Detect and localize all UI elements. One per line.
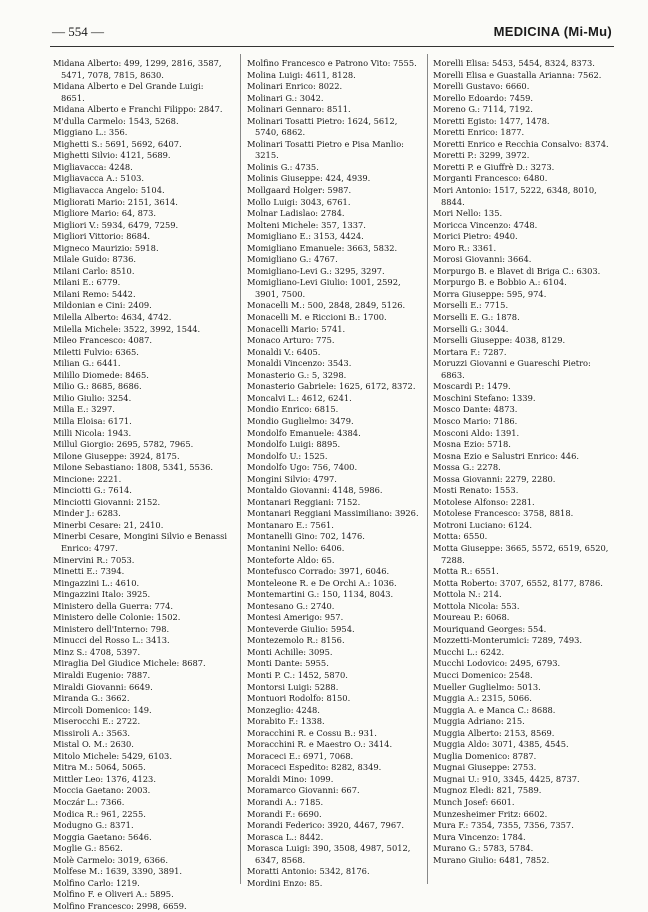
index-entry: Monti P. C.: 1452, 5870. [247, 669, 348, 680]
index-entry: Montaldo Giovanni: 4148, 5986. [247, 485, 383, 496]
index-entry: M'dulla Carmelo: 1543, 5268. [53, 115, 179, 126]
index-entry: Mondolfo Luigi: 8895. [247, 439, 341, 450]
column-divider [240, 54, 241, 884]
index-entry: Minz S.: 4708, 5397. [53, 646, 141, 657]
index-entry: Molinari Tosatti Pietro e Pisa Manlio: 3215. [247, 138, 404, 161]
index-entry: Modugno G.: 8371. [53, 820, 134, 831]
index-entry: Mori Nello: 135. [433, 208, 503, 219]
index-entry: Moncalvi L.: 4612, 6241. [247, 392, 352, 403]
index-entry: Montesano G.: 2740. [247, 600, 335, 611]
index-entry: Moricca Vincenzo: 4748. [433, 219, 538, 230]
index-entry: Momigliano G.: 4767. [247, 254, 338, 265]
index-entry: Morabito F.: 1338. [247, 716, 325, 727]
index-entry: Mittler Leo: 1376, 4123. [53, 773, 156, 784]
index-entry: Minciotti Giovanni: 2152. [53, 496, 161, 507]
index-entry: Midana Alberto e Franchi Filippo: 2847. [53, 104, 223, 115]
index-entry: Monacelli M.: 500, 2848, 2849, 5126. [247, 300, 406, 311]
index-entry: Mitra M.: 5064, 5065. [53, 762, 146, 773]
index-entry: Moretti P.: 3299, 3972. [433, 150, 530, 161]
index-entry: Monteverde Giulio: 5954. [247, 623, 355, 634]
index-entry: Morello Edoardo: 7459. [433, 92, 534, 103]
index-entry: Montuori Rodolfo: 8150. [247, 693, 351, 704]
index-entry: Munzesheimer Fritz: 6602. [433, 808, 548, 819]
index-entry: Moschini Stefano: 1339. [433, 392, 536, 403]
index-entry: Monaldi Vincenzo: 3543. [247, 358, 352, 369]
index-entry: Midana Alberto e Del Grande Luigi: 8651. [53, 81, 204, 103]
index-entry: Monzeglio: 4248. [247, 704, 320, 715]
index-entry: Mondolfo U.: 1525. [247, 450, 328, 461]
index-entry: Mucci Domenico: 2548. [433, 669, 533, 680]
index-entry: Milla E.: 3297. [53, 404, 115, 415]
index-entry: Monasterio G.: 5, 3298. [247, 369, 347, 380]
index-entry: Morelli Gustavo: 6660. [433, 81, 530, 92]
index-entry: Monaldi V.: 6405. [247, 346, 321, 357]
index-column-3 [433, 58, 609, 866]
index-entry: Milli Nicola: 1943. [53, 427, 132, 438]
index-entry: Motroni Luciano: 6124. [433, 519, 533, 530]
index-entry: Moraceci E.: 6971, 7068. [247, 750, 354, 761]
index-entry: Mugnoz Eledi: 821, 7589. [433, 785, 542, 796]
index-entry: Milale Guido: 8736. [53, 254, 137, 265]
index-entry: Motolese Francesco: 3758, 8818. [433, 508, 574, 519]
index-entry: Momigliano-Levi Giulio: 1001, 2592, 3901, 7500. [247, 277, 401, 299]
index-entry: Migliavacca A.: 5103. [53, 173, 145, 184]
index-entry: Morselli E. G.: 1878. [433, 312, 520, 323]
index-entry: Migliavacca: 4248. [53, 161, 133, 172]
index-entry: Morganti Francesco: 6480. [433, 173, 548, 184]
index-entry: Miranda G.: 3662. [53, 693, 130, 704]
index-entry: Molfino Carlo: 1219. [53, 877, 140, 888]
index-entry: Montefusco Corrado: 3971, 6046. [247, 566, 390, 577]
index-entry: Miggiano L.: 356. [53, 127, 128, 138]
index-entry: Mollo Luigi: 3043, 6761. [247, 196, 351, 207]
index-entry: Moccia Gaetano: 2003. [53, 785, 151, 796]
index-entry: Mighetti Silvio: 4121, 5689. [53, 150, 171, 161]
index-entry: Montezemolo R.: 8156. [247, 635, 345, 646]
index-entry: Milla Eloisa: 6171. [53, 415, 132, 426]
index-entry: Migliavacca Angelo: 5104. [53, 185, 165, 196]
index-entry: Minervini R.: 7053. [53, 554, 135, 565]
index-entry: Milone Giuseppe: 3924, 8175. [53, 450, 180, 461]
index-entry: Miserocchi E.: 2722. [53, 716, 141, 727]
index-entry: Moramarco Giovanni: 667. [247, 785, 360, 796]
index-entry: Mosti Renato: 1553. [433, 485, 519, 496]
index-entry: Minciotti G.: 7614. [53, 485, 132, 496]
index-entry: Millul Giorgio: 2695, 5782, 7965. [53, 439, 194, 450]
index-entry: Morselli E.: 7715. [433, 300, 509, 311]
index-entry: Moraldi Mino: 1099. [247, 773, 334, 784]
index-entry: Monti Achille: 3095. [247, 646, 333, 657]
section-title: MEDICINA (Mi-Mu) [493, 24, 612, 39]
index-entry: Ministero della Guerra: 774. [53, 600, 174, 611]
index-entry: Migliori Vittorio: 8684. [53, 231, 150, 242]
index-entry: Migliori V.: 5934, 6479, 7259. [53, 219, 179, 230]
index-entry: Monacelli M. e Riccioni B.: 1700. [247, 312, 387, 323]
index-entry: Montanari Reggiani Massimiliano: 3926. [247, 508, 419, 519]
index-entry: Montanini Nello: 6406. [247, 542, 345, 553]
index-entry: Morselli G.: 3044. [433, 323, 509, 334]
index-entry: Moretti P. e Giuffrè D.: 3273. [433, 161, 555, 172]
index-entry: Molfino Francesco: 2998, 6659. [53, 900, 187, 911]
index-entry: Motta Roberto: 3707, 6552, 8177, 8786. [433, 577, 603, 588]
index-entry: Moreno G.: 7114, 7192. [433, 104, 533, 115]
index-entry: Mircoli Domenico: 149. [53, 704, 152, 715]
index-entry: Morosi Giovanni: 3664. [433, 254, 532, 265]
index-entry: Midana Alberto: 499, 1299, 2816, 3587, 5471, 7078, 7815, 8630. [53, 58, 222, 80]
index-entry: Motta: 6550. [433, 531, 488, 542]
index-entry: Morelli Elisa e Guastalla Arianna: 7562. [433, 69, 602, 80]
index-entry: Mighetti S.: 5691, 5692, 6407. [53, 138, 182, 149]
index-entry: Mura F.: 7354, 7355, 7356, 7357. [433, 820, 574, 831]
index-entry: Montanaro E.: 7561. [247, 519, 334, 530]
index-entry: Moglie G.: 8562. [53, 843, 123, 854]
index-entry: Morpurgo B. e Blavet di Briga C.: 6303. [433, 265, 601, 276]
index-entry: Mottola N.: 214. [433, 589, 502, 600]
index-entry: Mosco Mario: 7186. [433, 415, 518, 426]
index-entry: Molè Carmelo: 3019, 6366. [53, 854, 168, 865]
index-entry: Morandi F.: 6690. [247, 808, 322, 819]
index-entry: Mildonian e Cini: 2409. [53, 300, 152, 311]
index-entry: Muggia Aldo: 3071, 4385, 4545. [433, 739, 569, 750]
index-entry: Mordini Enzo: 85. [247, 877, 323, 888]
index-entry: Morandi A.: 7185. [247, 797, 324, 807]
index-entry: Milio Giulio: 3254. [53, 392, 132, 403]
index-entry: Montemartini G.: 150, 1134, 8043. [247, 589, 394, 600]
index-entry: Moretti Enrico: 1877. [433, 127, 525, 138]
index-entry: Moratti Antonio: 5342, 8176. [247, 866, 370, 877]
index-entry: Molinari Tosatti Pietro: 1624, 5612, 5740, 6862. [247, 115, 398, 138]
index-entry: Monti Dante: 5955. [247, 658, 329, 669]
index-entry: Moscardi P.: 1479. [433, 381, 511, 392]
index-entry: Mura Vincenzo: 1784. [433, 831, 526, 842]
index-column-2 [247, 58, 423, 889]
index-entry: Mosna Ezio e Salustri Enrico: 446. [433, 450, 579, 461]
index-entry: Minder J.: 6283. [53, 508, 121, 519]
index-entry: Monaco Arturo: 775. [247, 335, 335, 346]
index-entry: Minerbi Cesare: 21, 2410. [53, 519, 164, 530]
index-entry: Molnar Ladislao: 2784. [247, 208, 345, 219]
column-divider [427, 54, 428, 884]
index-entry: Molinari Enrico: 8022. [247, 81, 343, 92]
index-entry: Milillo Diomede: 8465. [53, 369, 149, 380]
index-entry: Mistal O. M.: 2630. [53, 739, 134, 750]
index-entry: Monacelli Mario: 5741. [247, 323, 346, 334]
index-entry: Muggia A. e Manca C.: 8688. [433, 704, 556, 715]
index-entry: Morelli Elisa: 5453, 5454, 8324, 8373. [433, 58, 595, 68]
index-entry: Mondio Guglielmo: 3479. [247, 415, 354, 426]
index-entry: Murano Giulio: 6481, 7852. [433, 854, 550, 865]
index-entry: Muglia Domenico: 8787. [433, 750, 537, 761]
index-entry: Montanelli Gino: 702, 1476. [247, 531, 365, 542]
index-entry: Monteforte Aldo: 65. [247, 554, 335, 565]
index-entry: Mori Antonio: 1517, 5222, 6348, 8010, 8844. [433, 185, 597, 207]
index-entry: Mondolfo Ugo: 756, 7400. [247, 462, 358, 473]
index-entry: Molinis Giuseppe: 424, 4939. [247, 173, 371, 184]
index-entry: Moggia Gaetano: 5646. [53, 831, 152, 842]
index-entry: Mossa Giovanni: 2279, 2280. [433, 473, 556, 484]
index-entry: Minerbi Cesare, Mongini Silvio e Benassi Enrico: 4797. [53, 531, 227, 553]
index-entry: Motta Giuseppe: 3665, 5572, 6519, 6520, 7288. [433, 542, 609, 565]
index-entry: Mugnai U.: 910, 3345, 4425, 8737. [433, 773, 580, 784]
index-entry: Morselli Giuseppe: 4038, 8129. [433, 335, 566, 346]
index-entry: Mosco Dante: 4873. [433, 404, 518, 415]
index-entry: Motta R.: 6551. [433, 566, 499, 577]
index-entry: Moruzzi Giovanni e Guareschi Pietro: 6863. [433, 358, 591, 380]
index-entry: Mosconi Aldo: 1391. [433, 427, 520, 438]
index-entry: Mileo Francesco: 4087. [53, 335, 152, 346]
index-entry: Milani E.: 6779. [53, 277, 121, 288]
index-entry: Motolese Alfonso: 2281. [433, 496, 535, 507]
index-entry: Molfese M.: 1639, 3390, 3891. [53, 866, 183, 877]
page-number: — 554 — [52, 24, 104, 39]
index-entry: Momigliano E.: 3153, 4424. [247, 231, 364, 242]
index-entry: Muggia Alberto: 2153, 8569. [433, 727, 555, 738]
index-entry: Mueller Guglielmo: 5013. [433, 681, 541, 692]
index-entry: Milella Michele: 3522, 3992, 1544. [53, 323, 201, 334]
index-entry: Muggia Adriano: 215. [433, 716, 525, 727]
index-entry: Molfino Francesco e Patrono Vito: 7555. [247, 58, 417, 68]
index-entry: Miraldi Eugenio: 7887. [53, 669, 151, 680]
index-entry: Murano G.: 5783, 5784. [433, 843, 534, 854]
index-entry: Milani Carlo: 8510. [53, 265, 135, 276]
index-entry: Mitolo Michele: 5429, 6103. [53, 750, 172, 761]
index-entry: Moracchini R. e Cossu B.: 931. [247, 727, 377, 738]
index-entry: Milone Sebastiano: 1808, 5341, 5536. [53, 462, 214, 473]
index-entry: Muggia A.: 2315, 5066. [433, 693, 532, 704]
index-entry: Mortara F.: 7287. [433, 346, 507, 357]
index-entry: Milio G.: 8685, 8686. [53, 381, 142, 392]
index-entry: Mingazzini Italo: 3925. [53, 589, 151, 600]
index-column-1 [53, 58, 229, 912]
index-entry: Migliorati Mario: 2151, 3614. [53, 196, 178, 207]
index-entry: Miletti Fulvio: 6365. [53, 346, 139, 357]
index-entry: Momigliano Emanuele: 3663, 5832. [247, 242, 398, 253]
index-entry: Molinari G.: 3042. [247, 92, 324, 103]
index-entry: Milella Alberto: 4634, 4742. [53, 312, 172, 323]
index-entry: Moureau P.: 6068. [433, 612, 510, 623]
index-entry: Mollgaard Holger: 5987. [247, 185, 352, 196]
index-entry: Mongini Silvio: 4797. [247, 473, 337, 484]
index-entry: Moretti Enrico e Recchia Consalvo: 8374. [433, 138, 609, 149]
index-entry: Mossa G.: 2278. [433, 462, 501, 473]
index-entry: Morici Pietro: 4940. [433, 231, 518, 242]
index-entry: Montorsi Luigi: 5288. [247, 681, 339, 692]
index-entry: Minetti E.: 7394. [53, 566, 125, 577]
index-entry: Moczár L.: 7366. [53, 797, 125, 807]
index-entry: Momigliano-Levi G.: 3295, 3297. [247, 265, 385, 276]
index-entry: Mondolfo Emanuele: 4384. [247, 427, 361, 438]
index-entry: Mucchi Lodovico: 2495, 6793. [433, 658, 561, 669]
index-entry: Ministero delle Colonie: 1502. [53, 612, 181, 623]
index-entry: Milani Remo: 5442. [53, 288, 136, 299]
index-entry: Molina Luigi: 4611, 8128. [247, 69, 356, 80]
index-entry: Morasca Luigi: 390, 3508, 4987, 5012, 6347, 8568. [247, 843, 411, 865]
index-entry: Mondio Enrico: 6815. [247, 404, 339, 415]
index-entry: Mucchi L.: 6242. [433, 646, 505, 657]
index-entry: Moraceci Espedito: 8282, 8349. [247, 762, 382, 773]
index-entry: Mottola Nicola: 553. [433, 600, 520, 611]
index-entry: Moracchini R. e Maestro O.: 3414. [247, 739, 393, 750]
index-entry: Mincione: 2221. [53, 473, 122, 484]
index-entry: Mosna Ezio: 5718. [433, 439, 511, 450]
index-entry: Moro R.: 3361. [433, 242, 497, 253]
index-entry: Moretti Egisto: 1477, 1478. [433, 115, 550, 126]
index-entry: Molfino F. e Oliveri A.: 5895. [53, 889, 174, 900]
index-entry: Modica R.: 961, 2255. [53, 808, 146, 819]
index-entry: Monasterio Gabriele: 1625, 6172, 8372. [247, 381, 416, 392]
index-entry: Mugnai Giuseppe: 2753. [433, 762, 537, 773]
index-entry: Milian G.: 6441. [53, 358, 121, 369]
index-entry: Montanari Reggiani: 7152. [247, 496, 361, 507]
index-entry: Miraglia Del Giudice Michele: 8687. [53, 658, 206, 669]
index-entry: Mouriquand Georges: 554. [433, 623, 547, 634]
index-entry: Molinari Gennaro: 8511. [247, 104, 351, 115]
index-entry: Morandi Federico: 3920, 4467, 7967. [247, 820, 405, 831]
page-header [52, 24, 612, 46]
index-entry: Morra Giuseppe: 595, 974. [433, 288, 547, 299]
index-entry: Ministero dell'Interno: 798. [53, 623, 170, 634]
index-entry: Minucci del Rosso L.: 3413. [53, 635, 170, 646]
index-entry: Migneco Maurizio: 5918. [53, 242, 159, 253]
index-entry: Mozzetti-Monterumici: 7289, 7493. [433, 635, 583, 646]
index-entry: Montesi Amerigo: 957. [247, 612, 344, 623]
index-entry: Missiroli A.: 3563. [53, 727, 131, 738]
index-entry: Migliore Mario: 64, 873. [53, 208, 157, 219]
index-entry: Morasca L.: 8442. [247, 831, 324, 842]
index-entry: Monteleone R. e De Orchi A.: 1036. [247, 577, 397, 588]
index-entry: Morpurgo B. e Bobbio A.: 6104. [433, 277, 567, 288]
index-entry: Mingazzini L.: 4610. [53, 577, 140, 588]
index-entry: Molinis G.: 4735. [247, 161, 319, 172]
index-entry: Molteni Michele: 357, 1337. [247, 219, 366, 230]
header-rule [50, 46, 614, 47]
index-entry: Miraldi Giovanni: 6649. [53, 681, 153, 692]
index-entry: Munch Josef: 6601. [433, 797, 515, 807]
